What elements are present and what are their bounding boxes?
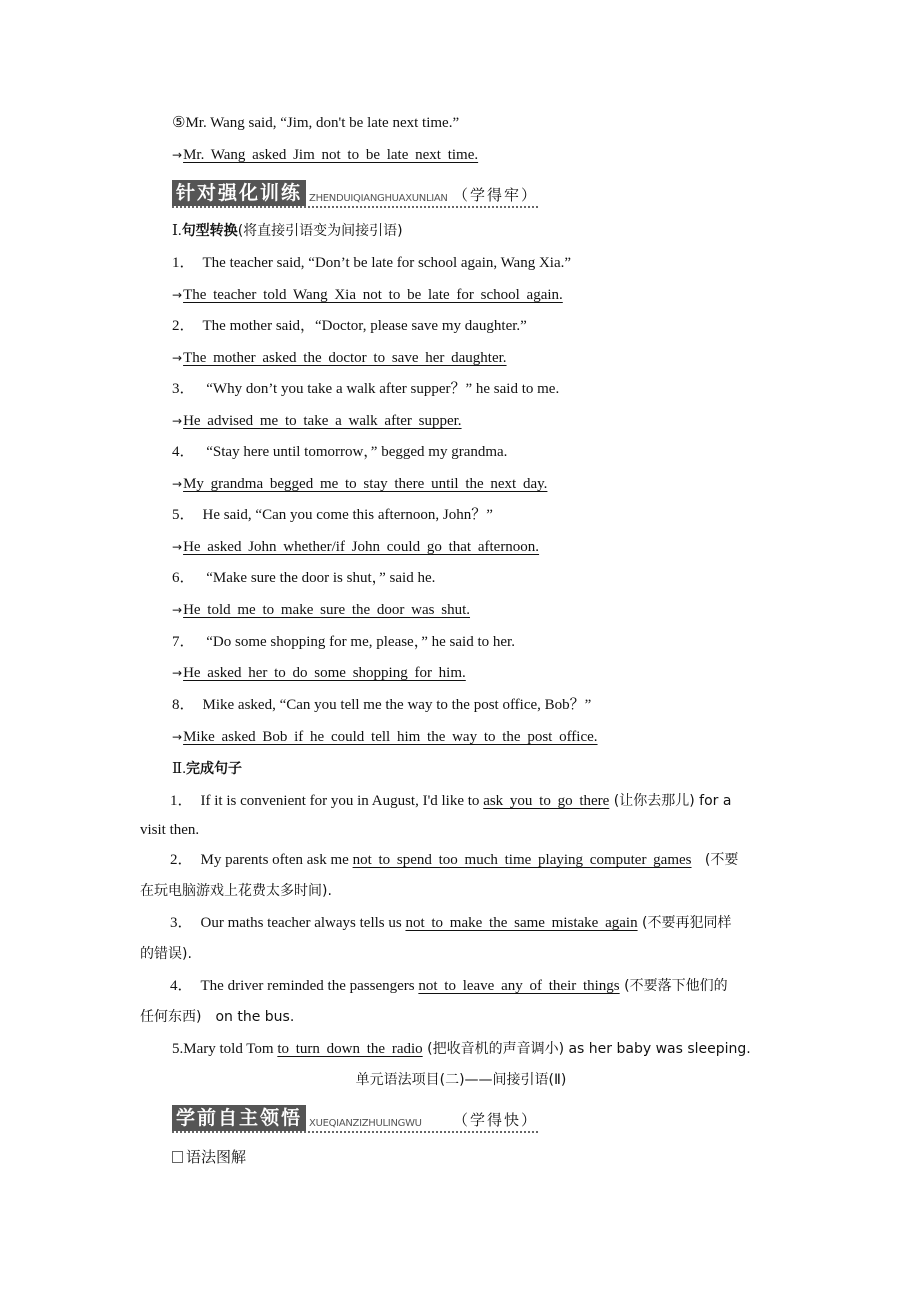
item-number: 4．	[172, 444, 195, 460]
unit-title: 单元语法项目(二)——间接引语(Ⅱ)	[355, 1072, 567, 1088]
banner-pinyin: XUEQIANZIZHULINGWU	[309, 1118, 422, 1129]
fill-sentence-continuation	[140, 820, 782, 840]
item-number: 5．	[172, 507, 195, 523]
arrow-icon: →	[172, 148, 183, 162]
checkbox-square-icon	[172, 1151, 183, 1163]
hint-text: (不要	[691, 852, 739, 868]
banner-tag: （学得牢）	[452, 186, 538, 204]
arrow-icon: →	[172, 603, 183, 617]
item-number: 1．	[172, 255, 195, 271]
exercise-prompt	[172, 379, 559, 399]
answer-text: not to spend too much time playing computer games	[352, 852, 692, 868]
answer-text: The teacher told Wang Xia not to be late for school again.	[183, 287, 563, 303]
item-number: 2．	[170, 852, 193, 868]
grammar-diagram-label: 语法图解	[186, 1148, 247, 1166]
answer-text: My grandma begged me to stay there until the next day.	[183, 476, 548, 492]
fill-sentence-continuation	[140, 1007, 782, 1027]
answer-text: He asked John whether/if John could go that afternoon.	[183, 539, 540, 555]
fill-sentence	[140, 1039, 782, 1059]
continuation-text: 在玩电脑游戏上花费太多时间).	[140, 883, 332, 899]
exercise-answer	[172, 537, 539, 557]
arrow-icon: →	[172, 288, 183, 302]
exercise-prompt	[172, 316, 527, 336]
exercise-answer	[172, 600, 470, 620]
fill-sentence-continuation	[140, 944, 782, 964]
answer-text: Mr. Wang asked Jim not to be late next time.	[183, 147, 479, 163]
item-number: 7．	[172, 634, 195, 650]
intro-answer	[172, 145, 478, 165]
item-number: 3．	[172, 381, 195, 397]
sentence-text: Our maths teacher always tells us	[200, 915, 406, 931]
section1-heading	[172, 221, 403, 241]
fill-sentence	[140, 791, 782, 811]
item-number: 6．	[172, 570, 195, 586]
arrow-icon: →	[172, 351, 183, 365]
exercise-prompt	[172, 695, 591, 715]
answer-text: not to leave any of their things	[418, 978, 620, 994]
prompt-text: “Make sure the door is shut，” said he.	[202, 570, 436, 586]
section-title: 完成句子	[185, 761, 242, 777]
answer-text: The mother asked the doctor to save her daughter.	[183, 350, 507, 366]
exercise-prompt	[172, 568, 435, 588]
intro-prompt	[172, 113, 459, 133]
arrow-icon: →	[172, 666, 183, 680]
answer-text: Mike asked Bob if he could tell him the way to the post office.	[183, 729, 598, 745]
prompt-text: “Stay here until tomorrow，” begged my grandma.	[202, 444, 508, 460]
item-number: 8．	[172, 697, 195, 713]
sentence-text: The driver reminded the passengers	[200, 978, 419, 994]
exercise-answer	[172, 348, 507, 368]
arrow-icon: →	[172, 414, 183, 428]
prompt-text: The teacher said, “Don’t be late for school again, Wang Xia.”	[202, 255, 572, 271]
hint-text: (把收音机的声音调小) as her baby was sleeping.	[422, 1041, 751, 1057]
hint-text: (不要再犯同样	[637, 915, 732, 931]
item-number: 1．	[170, 793, 193, 809]
fill-sentence	[140, 850, 782, 870]
item-number: 5.	[172, 1041, 184, 1057]
fill-sentence	[140, 976, 782, 996]
section-roman: Ⅰ.	[172, 223, 182, 239]
answer-text: He asked her to do some shopping for him.	[183, 665, 466, 681]
item-number: 4．	[170, 978, 193, 994]
section2-heading	[172, 759, 242, 779]
continuation-text: visit then.	[140, 822, 200, 838]
fill-sentence-continuation	[140, 881, 782, 901]
item-number: 2．	[172, 318, 195, 334]
prompt-text: The mother said，“Doctor, please save my daughter.”	[202, 318, 527, 334]
exercise-prompt	[172, 505, 493, 525]
banner-tag: （学得快）	[452, 1111, 538, 1129]
sentence-text: My parents often ask me	[200, 852, 353, 868]
exercise-answer	[172, 727, 598, 747]
continuation-text: 的错误).	[140, 946, 192, 962]
exercise-answer	[172, 474, 547, 494]
continuation-text: 任何东西) on the bus.	[140, 1009, 295, 1025]
section-title: 句型转换	[181, 223, 238, 239]
section-roman: Ⅱ.	[172, 761, 186, 777]
prompt-text: Mike asked, “Can you tell me the way to the post office, Bob？”	[202, 697, 592, 713]
answer-text: to turn down the radio	[277, 1041, 423, 1057]
sentence-text: If it is convenient for you in August, I'd like to	[200, 793, 484, 809]
fill-sentence	[140, 913, 782, 933]
banner-title: 学前自主领悟	[172, 1105, 306, 1131]
answer-text: ask you to go there	[483, 793, 610, 809]
prompt-text: “Do some shopping for me, please，” he said to her.	[202, 634, 515, 650]
item-number: 3．	[170, 915, 193, 931]
section-note: (将直接引语变为间接引语)	[237, 223, 403, 239]
arrow-icon: →	[172, 730, 183, 744]
exercise-prompt	[172, 253, 571, 273]
grammar-diagram-heading	[172, 1147, 246, 1167]
banner-title: 针对强化训练	[172, 180, 306, 206]
answer-text: He told me to make sure the door was shut.	[183, 602, 471, 618]
sentence-text: Mary told Tom	[183, 1041, 278, 1057]
exercise-answer	[172, 411, 462, 431]
answer-text: He advised me to take a walk after supper.	[183, 413, 462, 429]
banner-pinyin: ZHENDUIQIANGHUAXUNLIAN	[309, 193, 448, 204]
arrow-icon: →	[172, 477, 183, 491]
prompt-text: “Why don’t you take a walk after supper？” he said to me.	[202, 381, 560, 397]
hint-text: (让你去那儿) for a	[609, 793, 732, 809]
intro-prompt-text: ⑤Mr. Wang said, “Jim, don't be late next time.”	[172, 115, 460, 131]
exercise-answer	[172, 285, 563, 305]
arrow-icon: →	[172, 540, 183, 554]
exercise-prompt	[172, 442, 507, 462]
section-banner-preview	[172, 1105, 538, 1133]
exercise-answer	[172, 663, 466, 683]
answer-text: not to make the same mistake again	[405, 915, 638, 931]
exercise-prompt	[172, 632, 515, 652]
prompt-text: He said, “Can you come this afternoon, John？”	[202, 507, 493, 523]
section-banner-reinforcement	[172, 180, 538, 208]
hint-text: (不要落下他们的	[619, 978, 728, 994]
